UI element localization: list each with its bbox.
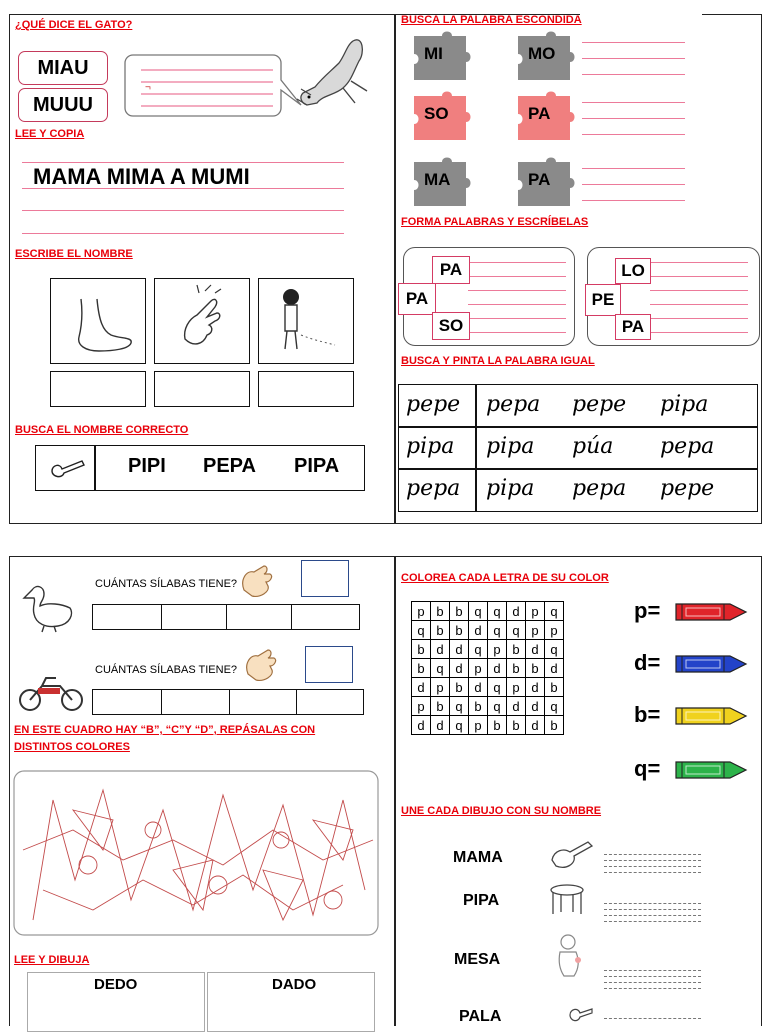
copy-line xyxy=(22,210,344,211)
heading-paint: BUSCA Y PINTA LA PALABRA IGUAL xyxy=(401,355,595,367)
grid-letter-cell[interactable]: q xyxy=(545,640,564,659)
grid-letter-cell[interactable]: q xyxy=(507,621,526,640)
heading-correct: BUSCA EL NOMBRE CORRECTO xyxy=(15,424,189,436)
grid-letter-cell[interactable]: d xyxy=(488,659,507,678)
paint-option-word[interactable]: pepe xyxy=(660,476,715,501)
answer-line xyxy=(582,168,685,169)
copy-line xyxy=(22,233,344,234)
crayon-icon xyxy=(674,652,750,676)
match-word-pipa[interactable]: PIPA xyxy=(463,892,500,909)
grid-row xyxy=(412,602,564,621)
answer-line xyxy=(582,58,685,59)
form-line xyxy=(650,318,748,319)
grid-letter-cell[interactable]: b xyxy=(450,621,469,640)
grid-letter-cell[interactable]: d xyxy=(412,678,431,697)
grid-row xyxy=(412,621,564,640)
paint-option-word[interactable]: pepa xyxy=(572,476,627,501)
grid-letter-cell[interactable]: p xyxy=(469,716,488,735)
legend-letter: d= xyxy=(634,650,661,675)
paint-option-word[interactable]: pepa xyxy=(660,434,715,459)
grid-letter-cell[interactable]: q xyxy=(450,697,469,716)
clap-icon xyxy=(236,562,276,600)
grid-row xyxy=(412,640,564,659)
heading-bcd-line-1: EN ESTE CUADRO HAY “B”, “C”Y “D”, REPÁSALAS CON xyxy=(14,724,316,736)
grid-letter-cell[interactable]: d xyxy=(507,697,526,716)
panel-top-right-gap xyxy=(580,12,702,16)
grid-letter-cell[interactable]: p xyxy=(412,697,431,716)
divider xyxy=(296,689,297,715)
syllable-count-box-2[interactable] xyxy=(305,646,353,683)
syllable-card: PA xyxy=(432,256,470,284)
grid-letter-cell[interactable]: b xyxy=(431,621,450,640)
grid-letter-cell[interactable]: p xyxy=(526,621,545,640)
paint-option-word[interactable]: pipa xyxy=(486,476,535,501)
paint-option-word[interactable]: pipa xyxy=(660,392,709,417)
paint-option-word[interactable]: púa xyxy=(572,434,614,459)
option-miau[interactable]: MIAU xyxy=(18,51,108,85)
crayon-icon xyxy=(674,600,750,624)
grid-letter-cell[interactable]: q xyxy=(545,697,564,716)
copy-line xyxy=(22,188,344,189)
grid-letter-cell[interactable]: p xyxy=(469,659,488,678)
match-word-mama[interactable]: MAMA xyxy=(453,849,503,866)
divider xyxy=(291,604,292,630)
grid-letter-cell[interactable]: d xyxy=(526,640,545,659)
legend-letter: q= xyxy=(634,756,661,781)
puzzle-syllable: MO xyxy=(528,44,556,63)
syllable-count-box-1[interactable] xyxy=(301,560,349,597)
choice-pepa[interactable]: PEPA xyxy=(203,455,256,477)
answer-line xyxy=(582,102,685,103)
match-line xyxy=(604,921,701,922)
grid-letter-cell[interactable]: q xyxy=(488,621,507,640)
grid-letter-cell[interactable]: d xyxy=(450,659,469,678)
match-line xyxy=(604,860,701,861)
heading-name: ESCRIBE EL NOMBRE xyxy=(15,248,133,260)
legend-letter: p= xyxy=(634,598,661,623)
heading-form: FORMA PALABRAS Y ESCRÍBELAS xyxy=(401,216,589,228)
grid-letter-cell[interactable]: d xyxy=(431,640,450,659)
grid-letter-cell[interactable]: b xyxy=(526,659,545,678)
copy-phrase: MAMA MIMA A MUMI xyxy=(33,164,250,189)
divider xyxy=(226,604,227,630)
divider xyxy=(229,689,230,715)
match-line xyxy=(604,1018,701,1019)
match-line xyxy=(604,854,701,855)
paint-option-word[interactable]: pepe xyxy=(572,392,627,417)
option-muuu[interactable]: MUUU xyxy=(18,88,108,122)
grid-letter-cell[interactable]: d xyxy=(545,659,564,678)
picture-boy xyxy=(258,278,354,364)
heading-hidden: BUSCA LA PALABRA ESCONDIDA xyxy=(401,14,582,26)
heading-match: UNE CADA DIBUJO CON SU NOMBRE xyxy=(401,805,602,817)
grid-letter-cell[interactable]: d xyxy=(412,716,431,735)
divider xyxy=(398,468,758,470)
choice-pipa[interactable]: PIPA xyxy=(294,455,340,477)
grid-letter-cell[interactable]: p xyxy=(412,602,431,621)
match-line xyxy=(604,976,701,977)
answer-line xyxy=(582,200,685,201)
shovel-icon xyxy=(548,836,600,872)
duck-icon xyxy=(18,580,78,636)
form-line xyxy=(650,262,748,263)
heading-copy: LEE Y COPIA xyxy=(15,128,85,140)
grid-letter-cell[interactable]: b xyxy=(507,659,526,678)
puzzle-syllable: MA xyxy=(424,170,451,189)
paint-key-word: pepe xyxy=(406,392,461,417)
grid-letter-cell[interactable]: p xyxy=(488,640,507,659)
draw-word-dado: DADO xyxy=(272,976,317,993)
pipe-icon xyxy=(566,1005,596,1024)
grid-letter-cell[interactable]: p xyxy=(431,678,450,697)
syllable-card: PA xyxy=(615,314,651,340)
form-line xyxy=(650,290,748,291)
foot-icon xyxy=(51,279,144,362)
answer-line xyxy=(582,118,685,119)
puzzle-syllable: SO xyxy=(424,104,449,123)
heading-cat: ¿QUÉ DICE EL GATO? xyxy=(15,19,133,31)
syllable-card: PA xyxy=(398,283,436,315)
grid-letter-cell[interactable]: d xyxy=(526,697,545,716)
answer-box-2[interactable] xyxy=(154,371,250,407)
legend-letter: b= xyxy=(634,702,661,727)
divider xyxy=(161,689,162,715)
hidden-letters-puzzle xyxy=(13,770,380,936)
form-line xyxy=(468,290,566,291)
finger-icon xyxy=(155,279,248,362)
divider xyxy=(161,604,162,630)
grid-letter-cell[interactable]: d xyxy=(469,621,488,640)
paint-key-word: pepa xyxy=(406,476,461,501)
grid-letter-cell[interactable]: q xyxy=(488,678,507,697)
paint-option-word[interactable]: pepa xyxy=(486,392,541,417)
svg-text:¬: ¬ xyxy=(145,82,151,93)
grid-letter-cell[interactable]: p xyxy=(545,621,564,640)
speech-bubble xyxy=(123,50,308,120)
match-word-mesa[interactable]: MESA xyxy=(454,951,501,968)
crayon-icon xyxy=(674,704,750,728)
choice-pipi[interactable]: PIPI xyxy=(128,455,166,477)
match-line xyxy=(604,909,701,910)
grid-letter-cell[interactable]: b xyxy=(545,678,564,697)
grid-letter-cell[interactable]: b xyxy=(507,716,526,735)
grid-letter-cell[interactable]: d xyxy=(450,640,469,659)
grid-letter-cell[interactable]: d xyxy=(469,678,488,697)
mother-icon xyxy=(552,932,588,978)
match-line xyxy=(604,866,701,867)
grid-letter-cell[interactable]: b xyxy=(450,602,469,621)
grid-letter-cell[interactable]: d xyxy=(526,716,545,735)
grid-letter-cell[interactable]: b xyxy=(431,602,450,621)
grid-letter-cell[interactable]: b xyxy=(469,697,488,716)
syllables-question-1: CUÁNTAS SÍLABAS TIENE? xyxy=(95,578,238,590)
syllables-question-2: CUÁNTAS SÍLABAS TIENE? xyxy=(95,664,238,676)
grid-letter-cell[interactable]: q xyxy=(469,602,488,621)
table-icon xyxy=(547,882,587,918)
answer-line xyxy=(582,184,685,185)
syllable-row-2 xyxy=(92,689,364,715)
syllable-card: PE xyxy=(585,284,621,316)
clap-icon xyxy=(240,646,280,684)
picture-finger xyxy=(154,278,250,364)
picture-foot xyxy=(50,278,146,364)
grid-letter-cell[interactable]: d xyxy=(431,716,450,735)
motorcycle-icon xyxy=(16,668,86,714)
paint-option-word[interactable]: pipa xyxy=(486,434,535,459)
divider xyxy=(475,384,477,512)
grid-letter-cell[interactable]: d xyxy=(507,602,526,621)
answer-box-1[interactable] xyxy=(50,371,146,407)
grid-letter-cell[interactable]: q xyxy=(488,697,507,716)
grid-letter-cell[interactable]: b xyxy=(488,716,507,735)
match-line xyxy=(604,970,701,971)
form-line xyxy=(468,262,566,263)
form-line xyxy=(650,276,748,277)
pipe-icon xyxy=(48,455,88,481)
grid-row xyxy=(412,659,564,678)
paint-key-word: pipa xyxy=(406,434,455,459)
grid-letter-cell[interactable]: q xyxy=(431,659,450,678)
heading-color: COLOREA CADA LETRA DE SU COLOR xyxy=(401,572,609,584)
puzzle-syllable: PA xyxy=(528,104,551,123)
syllable-card: SO xyxy=(432,312,470,340)
form-line xyxy=(468,332,566,333)
grid-letter-cell[interactable]: b xyxy=(545,716,564,735)
match-line xyxy=(604,982,701,983)
grid-letter-cell[interactable]: b xyxy=(412,659,431,678)
grid-letter-cell[interactable]: q xyxy=(450,716,469,735)
match-line xyxy=(604,915,701,916)
grid-letter-cell[interactable]: q xyxy=(488,602,507,621)
form-line xyxy=(468,276,566,277)
divider xyxy=(94,445,96,491)
answer-line xyxy=(582,74,685,75)
heading-draw: LEE Y DIBUJA xyxy=(14,954,90,966)
grid-letter-cell[interactable]: b xyxy=(507,640,526,659)
copy-line xyxy=(22,162,344,163)
grid-letter-cell[interactable]: q xyxy=(469,640,488,659)
answer-line xyxy=(582,42,685,43)
match-line xyxy=(604,903,701,904)
grid-letter-cell[interactable]: q xyxy=(412,621,431,640)
grid-letter-cell[interactable]: q xyxy=(545,602,564,621)
form-line xyxy=(650,304,748,305)
answer-box-3[interactable] xyxy=(258,371,354,407)
cat-icon xyxy=(293,33,373,123)
syllable-card: LO xyxy=(615,258,651,284)
grid-letter-cell[interactable]: b xyxy=(431,697,450,716)
answer-line xyxy=(582,134,685,135)
grid-letter-cell[interactable]: p xyxy=(526,602,545,621)
crayon-icon xyxy=(674,758,750,782)
grid-row xyxy=(412,697,564,716)
grid-row xyxy=(412,716,564,735)
boy-icon xyxy=(259,279,352,362)
form-line xyxy=(650,332,748,333)
draw-word-dedo: DEDO xyxy=(94,976,138,993)
heading-bcd-line-2: DISTINTOS COLORES xyxy=(14,741,130,753)
puzzle-syllable: PA xyxy=(528,170,551,189)
form-line xyxy=(468,304,566,305)
grid-letter-cell[interactable]: b xyxy=(412,640,431,659)
grid-letter-cell[interactable]: p xyxy=(507,678,526,697)
grid-row xyxy=(412,678,564,697)
match-line xyxy=(604,988,701,989)
puzzle-syllable: MI xyxy=(424,44,443,63)
match-word-pala[interactable]: PALA xyxy=(459,1008,502,1025)
match-line xyxy=(604,872,701,873)
letter-grid xyxy=(411,601,564,735)
divider xyxy=(398,426,758,428)
grid-letter-cell[interactable]: d xyxy=(526,678,545,697)
form-line xyxy=(468,318,566,319)
grid-letter-cell[interactable]: b xyxy=(450,678,469,697)
